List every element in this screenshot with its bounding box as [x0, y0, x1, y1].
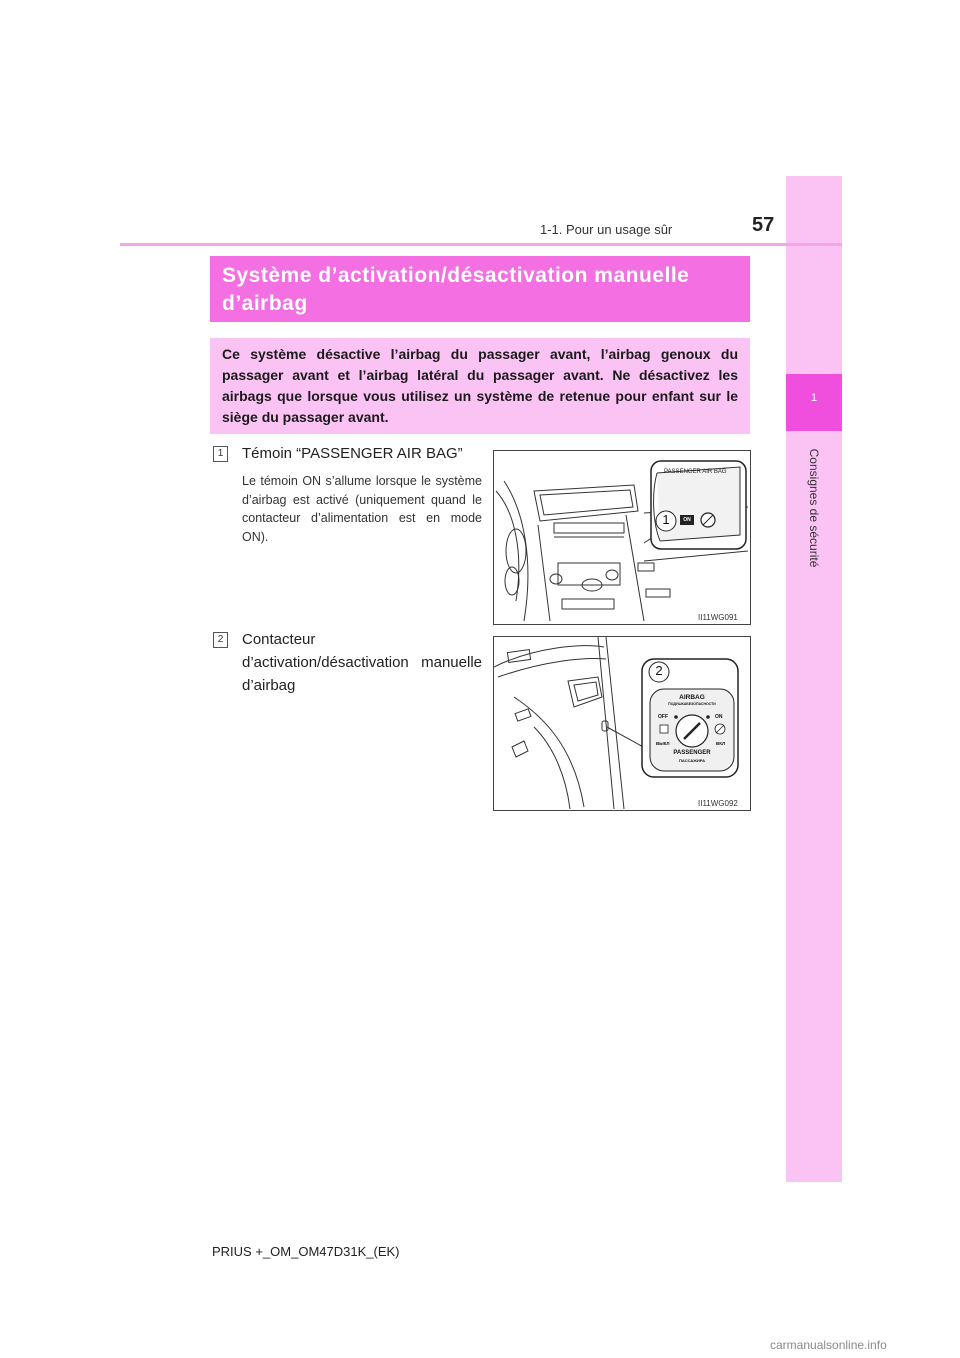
header-divider: [120, 243, 842, 246]
switch-off-label-ru: ВЫКЛ: [656, 741, 670, 746]
page-number: 57: [752, 214, 775, 236]
switch-label-top-ru: ПОДУШКАБЕЗОПАСНОСТИ: [668, 702, 716, 706]
intro-text: Ce système désactive l’airbag du passager avant, l’airbag genoux du passager avant et l’airbag latéral du passager avant. Ne désactivez les airbags que lorsque vous utilisez un système de retenue pour enfant sur le siège du passager avant.: [222, 346, 738, 425]
document-code: PRIUS +_OM_OM47D31K_(EK): [212, 1244, 400, 1259]
switch-on-label: ON: [715, 714, 723, 720]
switch-off-label: OFF: [658, 714, 668, 720]
figure-code-1: II11WG091: [698, 613, 738, 622]
intro-box: [210, 338, 750, 434]
switch-label-bottom-ru: ПАССАЖИРА: [679, 758, 705, 763]
item-number-2: 2: [213, 632, 228, 648]
figure-switch: [493, 636, 751, 811]
item-title-2: Contacteur d’activation/désactivation manuelle d’airbag: [242, 631, 482, 694]
switch-label-bottom: PASSENGER: [673, 750, 711, 756]
figure-code-2: II11WG092: [698, 799, 738, 808]
section-title-banner: [210, 256, 750, 322]
section-label: 1-1. Pour un usage sûr: [540, 222, 673, 237]
chapter-tab-strip: [786, 176, 842, 1182]
switch-on-label-ru: ВКЛ: [716, 741, 726, 746]
figure-2-callout: 2: [655, 663, 663, 678]
item-title-1: Témoin “PASSENGER AIR BAG”: [242, 445, 463, 462]
chapter-title: Consignes de sécurité: [807, 448, 821, 568]
section-title: Système d’activation/désactivation manuelle d’airbag: [222, 264, 690, 315]
figure-indicator: [493, 450, 751, 625]
watermark: carmanualsonline.info: [770, 1338, 887, 1352]
dashboard-illustration: [494, 451, 750, 624]
item-description-1: Le témoin ON s’allume lorsque le système d’airbag est activé (uniquement quand le contacteur d’alimentation est en mode ON).: [242, 474, 482, 544]
on-indicator-label: ON: [683, 517, 691, 523]
figure-1-callout: 1: [662, 512, 670, 527]
glovebox-illustration: [494, 637, 750, 810]
indicator-label: PASSENGER AIR BAG: [664, 469, 727, 475]
item-number-1: 1: [213, 446, 228, 462]
switch-label-top: AIRBAG: [679, 694, 705, 701]
chapter-number: 1: [810, 392, 818, 404]
